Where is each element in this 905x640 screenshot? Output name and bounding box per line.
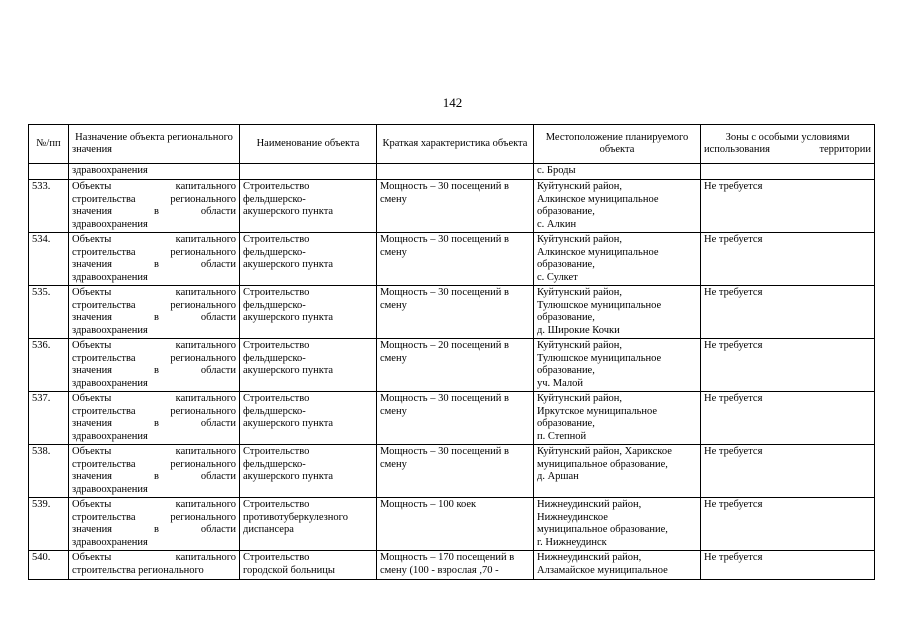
cell-line: здравоохранения	[72, 218, 148, 230]
cell-line: образование,	[537, 312, 595, 323]
cell-line: Нижнеудинское	[537, 511, 608, 523]
cell-characteristics: Мощность – 170 посещений в смену (100 - взрослая ,70 -	[377, 551, 534, 580]
cell-line: Куйтунский район, Харикское	[537, 446, 672, 457]
cell-line: строительства регионального	[72, 405, 236, 417]
cell-num: 533.	[29, 180, 69, 233]
cell-line: Куйтунский район,	[537, 234, 623, 245]
cell-name	[240, 180, 377, 233]
cell-line: Объекты капитального	[72, 446, 236, 457]
cell-line: значения в области	[72, 206, 236, 217]
cell-line: здравоохранения	[72, 430, 148, 442]
cell-zones: Не требуется	[701, 180, 875, 233]
cell-line: Строительство	[243, 181, 310, 192]
cell-location	[534, 445, 701, 498]
cell-line: Куйтунский район,	[537, 287, 623, 298]
cell-name	[240, 498, 377, 551]
cell-purpose	[69, 180, 240, 233]
cell-zones: Не требуется	[701, 498, 875, 551]
cell-line: здравоохранения	[72, 377, 148, 389]
cell-line: с. Сулкет	[537, 271, 578, 283]
cell-location: с. Броды	[534, 164, 701, 180]
cell-line: фельдшерско-	[243, 458, 306, 470]
cell-line: п. Степной	[537, 430, 587, 442]
cell-line: здравоохранения	[72, 324, 148, 336]
table-row	[29, 233, 875, 286]
cell-characteristics: Мощность – 30 посещений в смену	[377, 233, 534, 286]
cell-zones: Не требуется	[701, 445, 875, 498]
cell-line: акушерского пункта	[243, 365, 334, 376]
cell-line: здравоохранения	[72, 483, 148, 495]
cell-line: значения в области	[72, 524, 236, 535]
cell-location	[534, 339, 701, 392]
cell-line: Алкинское муниципальное	[537, 246, 659, 258]
cell-characteristics	[377, 164, 534, 180]
cell-line: муниципальное образование,	[537, 458, 668, 470]
cell-line: противотуберкулезного	[243, 511, 348, 523]
cell-line: фельдшерско-	[243, 193, 306, 205]
cell-line: Строительство	[243, 552, 310, 563]
cell-line: Куйтунский район,	[537, 181, 623, 192]
cell-line: акушерского пункта	[243, 471, 334, 482]
cell-num: 538.	[29, 445, 69, 498]
table-row	[29, 445, 875, 498]
cell-purpose: здравоохранения	[69, 164, 240, 180]
cell-name	[240, 445, 377, 498]
cell-line: Объекты капитального	[72, 287, 236, 298]
cell-line: д. Аршан	[537, 471, 579, 482]
header-num: №/пп	[29, 125, 69, 164]
cell-line: здравоохранения	[72, 536, 148, 548]
cell-line: Объекты капитального	[72, 552, 236, 563]
cell-location	[534, 392, 701, 445]
cell-line: Объекты капитального	[72, 340, 236, 351]
cell-line: г. Нижнеудинск	[537, 536, 607, 548]
cell-line: строительства регионального	[72, 564, 204, 576]
cell-name	[240, 233, 377, 286]
cell-num: 535.	[29, 286, 69, 339]
cell-line: Алкинское муниципальное	[537, 193, 659, 205]
cell-line: здравоохранения	[72, 271, 148, 283]
cell-line: Строительство	[243, 234, 310, 245]
cell-line: Строительство	[243, 446, 310, 457]
cell-zones	[701, 164, 875, 180]
page-number: 142	[442, 95, 463, 110]
cell-line: Нижнеудинский район,	[537, 552, 642, 563]
cell-zones: Не требуется	[701, 339, 875, 392]
cell-num: 539.	[29, 498, 69, 551]
cell-name	[240, 551, 377, 580]
cell-line: Тулюшское муниципальное	[537, 352, 662, 364]
header-location: Местоположение планируемого объекта	[534, 125, 701, 164]
table-row	[29, 551, 875, 580]
cell-location	[534, 233, 701, 286]
cell-name	[240, 392, 377, 445]
cell-line: образование,	[537, 259, 595, 270]
cell-line: Куйтунский район,	[537, 340, 623, 351]
cell-line: значения в области	[72, 471, 236, 482]
cell-line: Объекты капитального	[72, 234, 236, 245]
cell-line: образование,	[537, 418, 595, 429]
cell-characteristics: Мощность – 30 посещений в смену	[377, 180, 534, 233]
cell-num: 537.	[29, 392, 69, 445]
header-zones: Зоны с особыми условиями использования территории	[701, 125, 875, 164]
cell-characteristics: Мощность – 30 посещений в смену	[377, 445, 534, 498]
cell-line: строительства регионального	[72, 352, 236, 364]
cell-location	[534, 551, 701, 580]
cell-line: городской больницы	[243, 564, 335, 576]
cell-line: значения в области	[72, 365, 236, 376]
cell-line: строительства регионального	[72, 458, 236, 470]
regional-objects-table	[28, 124, 875, 580]
table-row	[29, 339, 875, 392]
header-purpose: Назначение объекта регионального значения	[69, 125, 240, 164]
cell-purpose	[69, 498, 240, 551]
cell-line: образование,	[537, 365, 595, 376]
cell-line: муниципальное образование,	[537, 524, 668, 535]
cell-purpose	[69, 392, 240, 445]
cell-line: строительства регионального	[72, 511, 236, 523]
table-row	[29, 286, 875, 339]
cell-line: строительства регионального	[72, 246, 236, 258]
table-row	[29, 392, 875, 445]
cell-line: Нижнеудинский район,	[537, 499, 642, 510]
cell-characteristics: Мощность – 100 коек	[377, 498, 534, 551]
cell-line: Объекты капитального	[72, 181, 236, 192]
cell-purpose	[69, 445, 240, 498]
cell-zones: Не требуется	[701, 233, 875, 286]
cell-line: Строительство	[243, 340, 310, 351]
cell-num: 534.	[29, 233, 69, 286]
cell-line: Строительство	[243, 393, 310, 404]
cell-location	[534, 498, 701, 551]
cell-line: Строительство	[243, 287, 310, 298]
cell-characteristics: Мощность – 30 посещений в смену	[377, 392, 534, 445]
cell-line: д. Широкие Кочки	[537, 324, 620, 336]
cell-zones: Не требуется	[701, 551, 875, 580]
cell-line: Тулюшское муниципальное	[537, 299, 662, 311]
cell-line: с. Алкин	[537, 218, 577, 230]
cell-line: акушерского пункта	[243, 312, 334, 323]
table-row	[29, 498, 875, 551]
cell-characteristics: Мощность – 20 посещений в смену	[377, 339, 534, 392]
cell-line: Объекты капитального	[72, 499, 236, 510]
cell-purpose	[69, 339, 240, 392]
cell-line: Алзамайское муниципальное	[537, 564, 668, 576]
cell-line: акушерского пункта	[243, 259, 334, 270]
cell-line: фельдшерско-	[243, 405, 306, 417]
cell-line: Объекты капитального	[72, 393, 236, 404]
cell-line: Строительство	[243, 499, 310, 510]
cell-num: 540.	[29, 551, 69, 580]
cell-line: образование,	[537, 206, 595, 217]
cell-line: строительства регионального	[72, 299, 236, 311]
cell-characteristics: Мощность – 30 посещений в смену	[377, 286, 534, 339]
cell-purpose	[69, 551, 240, 580]
cell-line: диспансера	[243, 524, 294, 535]
cell-zones: Не требуется	[701, 286, 875, 339]
cell-name	[240, 339, 377, 392]
cell-line: значения в области	[72, 259, 236, 270]
table-header-row	[29, 125, 875, 164]
header-characteristics: Краткая характеристика объекта	[377, 125, 534, 164]
cell-zones: Не требуется	[701, 392, 875, 445]
cell-line: уч. Малой	[537, 377, 583, 389]
cell-num	[29, 164, 69, 180]
cell-purpose	[69, 286, 240, 339]
table-row	[29, 180, 875, 233]
cell-line: значения в области	[72, 312, 236, 323]
cell-line: акушерского пункта	[243, 418, 334, 429]
cell-purpose	[69, 233, 240, 286]
cell-line: акушерского пункта	[243, 206, 334, 217]
cell-line: Иркутское муниципальное	[537, 405, 658, 417]
header-name: Наименование объекта	[240, 125, 377, 164]
cell-num: 536.	[29, 339, 69, 392]
cell-line: Куйтунский район,	[537, 393, 623, 404]
cell-line: фельдшерско-	[243, 299, 306, 311]
cell-location	[534, 286, 701, 339]
cell-location	[534, 180, 701, 233]
cell-line: строительства регионального	[72, 193, 236, 205]
cell-line: фельдшерско-	[243, 352, 306, 364]
table-row-continuation	[29, 164, 875, 180]
cell-name	[240, 164, 377, 180]
cell-line: фельдшерско-	[243, 246, 306, 258]
cell-name	[240, 286, 377, 339]
cell-line: значения в области	[72, 418, 236, 429]
